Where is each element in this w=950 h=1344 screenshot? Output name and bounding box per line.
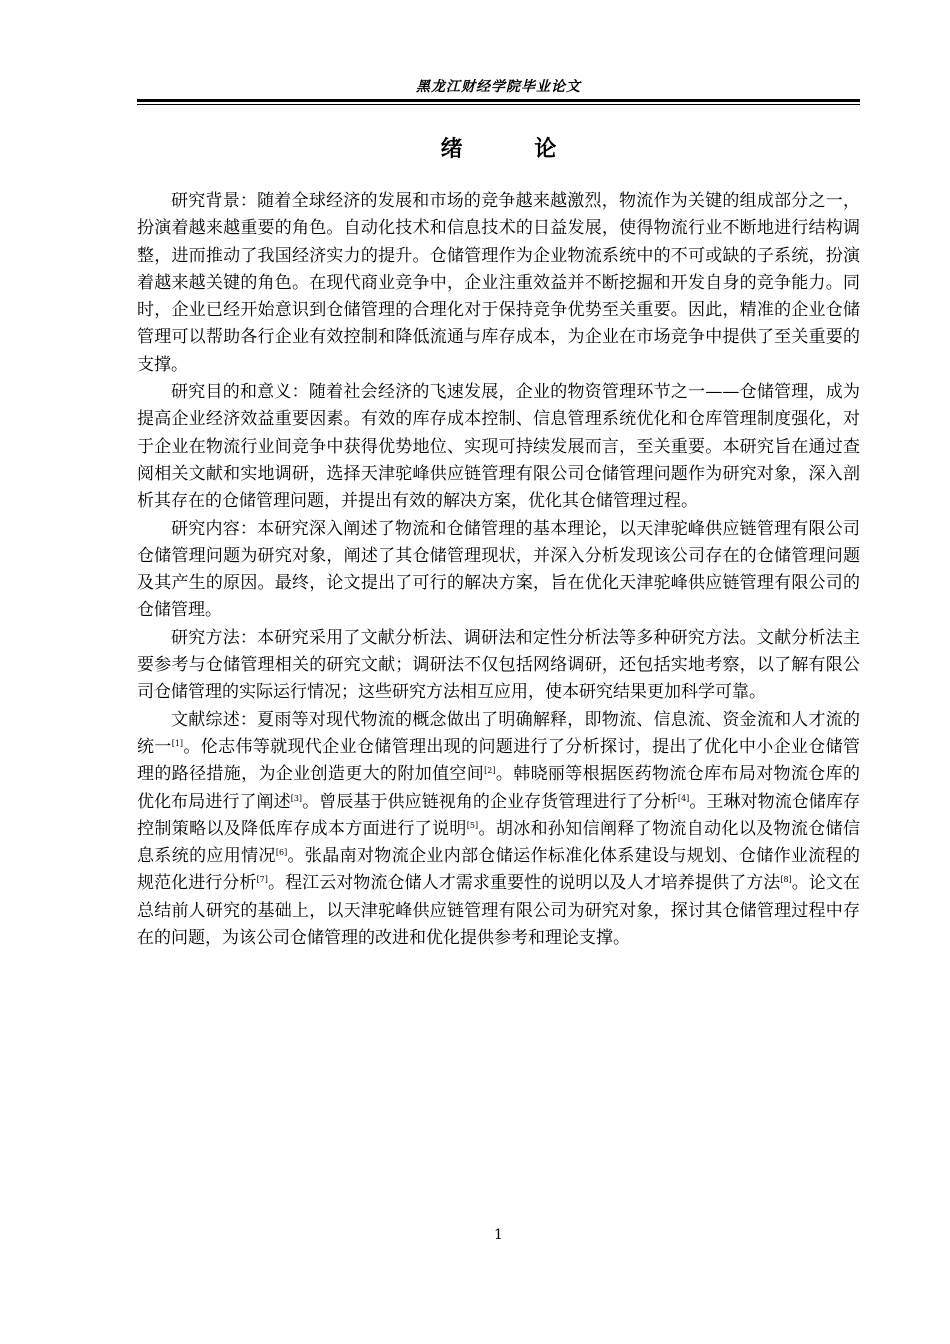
citation-ref: [6] — [275, 848, 288, 858]
lit-segment: 。王琳对物流仓储库存控制策略以及降低库存成本方面进行了说明 — [137, 791, 861, 839]
lit-segment: 。韩晓丽等根据医药物流仓库布局对物流仓库的优化布局进行了阐述 — [137, 764, 861, 812]
paragraph-literature-review — [137, 707, 860, 953]
paragraph-research-background: 研究背景：随着全球经济的发展和市场的竞争越来越激烈，物流作为关键的组成部分之一，扮演着越来越重要的角色。自动化技术和信息技术的日益发展，使得物流行业不断地进行结构调整，进而推动了我国经济实力的提升。仓储管理作为企业物流系统中的不可或缺的子系统，扮演着越来越关键的角色。在现代商业竞争中，企业注重效益并不断挖掘和开发自身的竞争能力。同时，企业已经开始意识到仓储管理的合理化对于保持竞争优势至关重要。因此，精准的企业仓储管理可以帮助各行企业有效控制和降低流通与库存成本，为企业在市场竞争中提供了至关重要的支撑。 — [137, 191, 860, 375]
chapter-title: 绪 论 — [440, 137, 589, 162]
citation-ref: [4] — [677, 793, 690, 803]
citation-ref: [3] — [290, 793, 303, 803]
lit-segment: 。曾辰基于供应链视角的企业存货管理进行了分析 — [302, 791, 678, 812]
citation-ref: [5] — [466, 820, 479, 830]
lit-segment: 文献综述：夏雨等对现代物流的概念做出了明确解释，即物流、信息流、资金流和人才流的统一 — [137, 709, 860, 757]
lit-segment: 。伦志伟等就现代企业仓储管理出现的问题进行了分析探讨，提出了优化中小企业仓储管理的路径措施，为企业创造更大的附加值空间 — [137, 736, 861, 785]
header-rule-thick — [137, 99, 860, 102]
lit-segment: 。程江云对物流仓储人才需求重要性的说明以及人才培养提供了方法 — [267, 873, 781, 894]
page-number: 1 — [494, 1227, 503, 1243]
paragraph-research-method: 研究方法：本研究采用了文献分析法、调研法和定性分析法等多种研究方法。文献分析法主要参考与仓储管理相关的研究文献；调研法不仅包括网络调研，还包括实地考察，以了解有限公司仓储管理的实际运行情况；这些研究方法相互应用，使本研究结果更加科学可靠。 — [137, 627, 860, 703]
citation-ref: [7] — [256, 875, 268, 885]
body-text — [137, 188, 860, 952]
citation-ref: [8] — [780, 875, 792, 885]
paragraph-research-content: 研究内容：本研究深入阐述了物流和仓储管理的基本理论，以天津驼峰供应链管理有限公司仓储管理问题为研究对象，阐述了其仓储管理现状，并深入分析发现该公司存在的仓储管理问题及其产生的原因。最终，论文提出了可行的解决方案，旨在优化天津驼峰供应链管理有限公司的仓储管理。 — [137, 518, 860, 621]
lit-segment: 。论文在总结前人研究的基础上，以天津驼峰供应链管理有限公司为研究对象，探讨其仓储管理过程中存在的问题，为该公司仓储管理的改进和优化提供参考和理论支撑。 — [137, 873, 861, 949]
lit-segment: 。张晶南对物流企业内部仓储运作标准化体系建设与规划、仓储作业流程的规范化进行分析 — [137, 846, 860, 894]
running-header-title: 黑龙江财经学院毕业论文 — [416, 79, 581, 95]
citation-ref: [1] — [171, 738, 184, 748]
paragraph-research-purpose: 研究目的和意义：随着社会经济的飞速发展，企业的物资管理环节之一——仓储管理，成为提高企业经济效益重要因素。有效的库存成本控制、信息管理系统优化和仓库管理制度强化，对于企业在物流行业间竞争中获得优势地位、实现可持续发展而言，至关重要。本研究旨在通过查阅相关文献和实地调研，选择天津驼峰供应链管理有限公司仓储管理问题作为研究对象，深入剖析其存在的仓储管理问题，并提出有效的解决方案，优化其仓储管理过程。 — [137, 382, 860, 512]
citation-ref: [2] — [484, 766, 496, 776]
header-rule-thin — [137, 104, 860, 105]
lit-segment: 。胡冰和孙知信阐释了物流自动化以及物流仓储信息系统的应用情况 — [137, 818, 861, 867]
